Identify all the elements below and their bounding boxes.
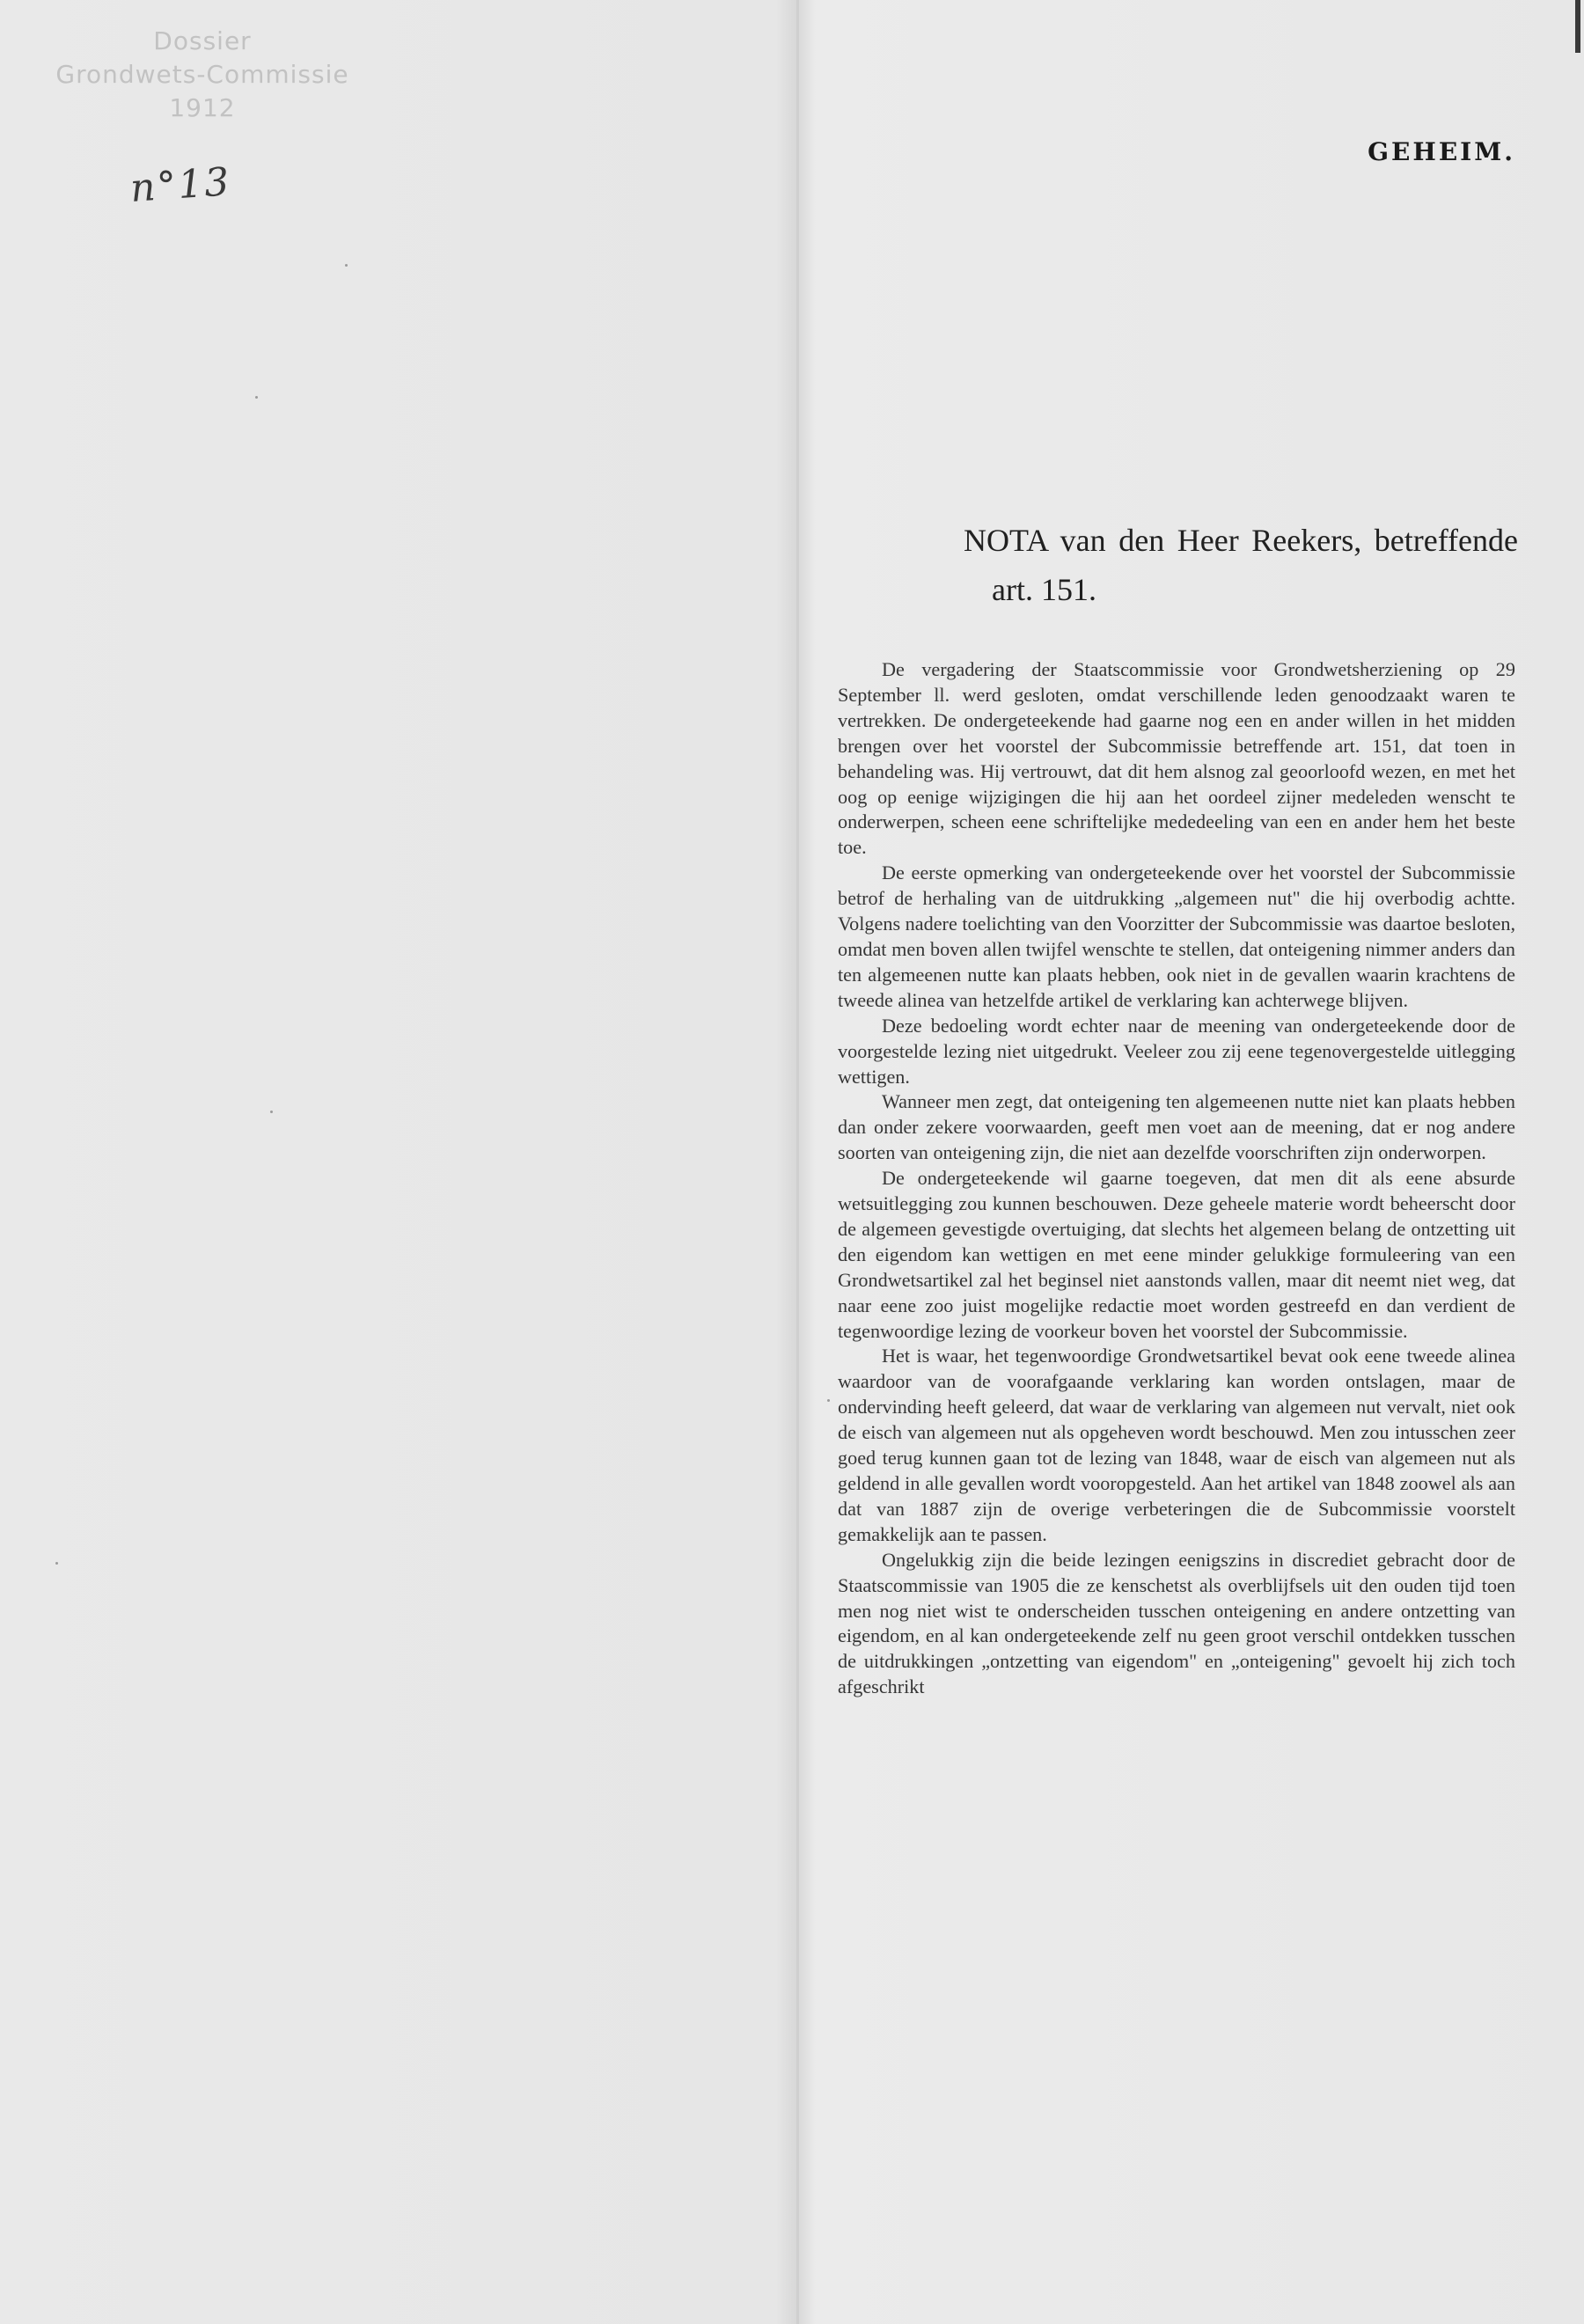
classification-label: GEHEIM. — [1368, 137, 1515, 166]
paper-speck — [827, 1399, 830, 1402]
paragraph: Ongelukkig zijn die beide lezingen eenigszins in discrediet gebracht door de Staatscommissie van 1905 die ze kenschetst als overblijfsels uit den ouden tijd toen men nog niet wist te onderscheiden tusschen onteigening en andere ontzetting van eigendom, en al kan ondergeteekende zelf nu geen groot verschil ontdekken tusschen de uitdrukkingen „ontzetting van eigendom" en „onteigening" gevoelt hij zich toch afgeschrikt — [838, 1548, 1515, 1698]
page-fold — [796, 0, 799, 2324]
paper-speck — [345, 264, 348, 267]
stamp-line: Dossier — [153, 26, 252, 55]
paragraph: Het is waar, het tegenwoordige Grondwetsartikel bevat ook eene tweede alinea waardoor van de voorafgaande verklaring kan worden ontslagen, maar de ondervinding heeft geleerd, dat waar de verklaring van algemeen nut vervalt, niet ook de eisch van algemeen nut als opgeheven wordt beschouwd. Men zou intusschen zeer goed terug kunnen gaan tot de lezing van 1848, waar de eisch van algemeen nut als geldend in alle gevallen wordt vooropgesteld. Aan het artikel van 1848 zoowel als aan dat van 1887 zijn de overige verbeteringen die de Subcommissie voorstelt gemakkelijk aan te passen. — [838, 1345, 1515, 1545]
document-title — [964, 516, 1518, 614]
paragraph: Deze bedoeling wordt echter naar de meening van ondergeteekende door de voorgestelde lezing niet uitgedrukt. Veeleer zou zij eene tegenovergestelde uitlegging wettigen. — [838, 1014, 1515, 1088]
paper-speck — [270, 1111, 273, 1113]
paragraph: De ondergeteekende wil gaarne toegeven, dat men dit als eene absurde wetsuitlegging zou kunnen beschouwen. Deze geheele materie wordt beheerscht door de algemeen gevestigde overtuiging, dat slechts het algemeen belang de ontzetting uit den eigendom kan wettigen en met eene minder gelukkige formuleering van een Grondwetsartikel zal het beginsel niet aanstonds vallen, maar dit neemt niet weg, dat naar eene zoo juist mogelijke redactie moet worden gestreefd en dan verdient de tegenwoordige lezing de voorkeur boven het voorstel der Subcommissie. — [838, 1167, 1515, 1342]
stamp-line: Grondwets-Commissie — [55, 60, 349, 89]
handwritten-number: n°13 — [128, 159, 232, 211]
edge-mark — [1575, 0, 1580, 53]
paragraph: Wanneer men zegt, dat onteigening ten algemeenen nutte niet kan plaats hebben dan onder zekere voorwaarden, geeft men voet aan de meening, dat er nog andere soorten van onteigening zijn, die niet aan dezelfde voorschriften zijn onderworpen. — [838, 1090, 1515, 1164]
paragraph: De eerste opmerking van ondergeteekende over het voorstel der Subcommissie betrof de herhaling van de uitdrukking „algemeen nut" die hij overbodig achtte. Volgens nadere toelichting van den Voorzitter der Subcommissie was daartoe besloten, omdat men boven allen twijfel wenschte te stellen, dat onteigening nimmer anders dan ten algemeenen nutte kan plaats hebben, ook niet in de gevallen waarin krachtens de tweede alinea van hetzelfde artikel de verklaring kan achterwege blijven. — [838, 861, 1515, 1011]
body-text — [838, 657, 1515, 1700]
title-line-1: NOTA van den Heer Reekers, betreffende — [964, 523, 1518, 558]
title-line-2: art. 151. — [992, 572, 1096, 607]
paragraph: De vergadering der Staatscommissie voor Grondwetsherziening op 29 September ll. werd gesloten, omdat verschillende leden genoodzaakt waren te vertrekken. De ondergeteekende had gaarne nog een en ander willen in het midden brengen over het voorstel der Subcommissie betreffende art. 151, dat toen in behandeling was. Hij vertrouwt, dat dit hem alsnog zal geoorloofd wezen, en met het oog op eenige wijzigingen die hij aan het oordeel zijner medeleden wenscht te onderwerpen, scheen eene schriftelijke mededeeling van een en ander hem het beste toe. — [838, 658, 1515, 859]
paper-speck — [255, 396, 258, 399]
paper-speck — [55, 1562, 58, 1565]
archive-stamp — [18, 25, 387, 125]
stamp-line: 1912 — [169, 93, 236, 122]
